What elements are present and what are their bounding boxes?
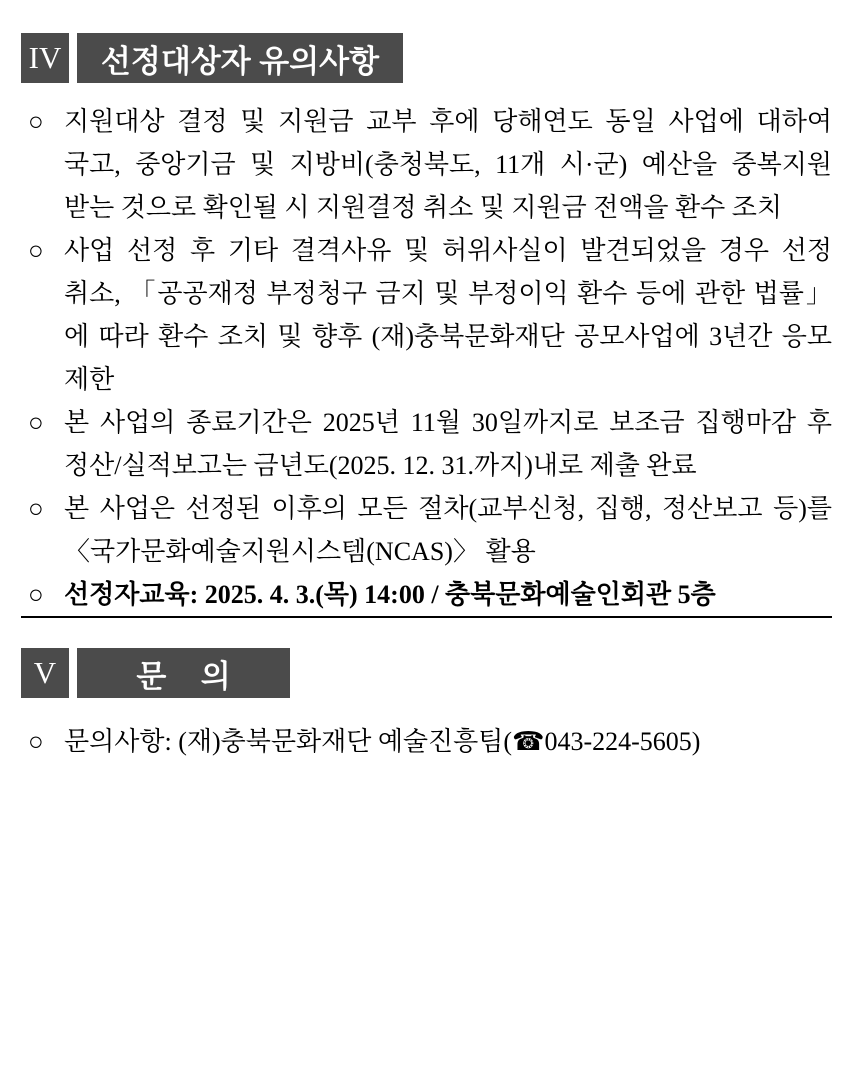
notice-list: [21, 100, 832, 618]
contact-line: [21, 720, 832, 764]
section-iv-header: [21, 33, 832, 83]
notice-item-text: 지원대상 결정 및 지원금 교부 후에 당해연도 동일 사업에 대하여 국고, 중앙기금 및 지방비(충청북도, 11개 시·군) 예산을 중복지원 받는 것으로 확인될 시 지원결정 취소 및 지원금 전액을 환수 조치: [64, 107, 832, 222]
circle-bullet-icon: ○: [28, 236, 44, 265]
section-iv-title: 선정대상자 유의사항: [77, 33, 403, 83]
section-v-title: 문 의: [77, 648, 290, 698]
notice-item-text: 본 사업의 종료기간은 2025년 11월 30일까지로 보조금 집행마감 후 정산/실적보고는 금년도(2025. 12. 31.까지)내로 제출 완료: [64, 408, 832, 480]
contact-text: [64, 720, 832, 764]
circle-bullet-icon: ○: [28, 408, 44, 437]
contact-text-suffix: ): [691, 727, 701, 756]
training-notice-text: 선정자교육: 2025. 4. 3.(목) 14:00 / 충북문화예술인회관 5층: [64, 580, 716, 609]
circle-bullet-icon: ○: [28, 727, 44, 756]
training-notice-item: [21, 573, 832, 618]
notice-item-text: 본 사업은 선정된 이후의 모든 절차(교부신청, 집행, 정산보고 등)를 〈국가문화예술지원시스템(NCAS)〉 활용: [64, 494, 832, 566]
section-iv-numeral: IV: [21, 33, 69, 83]
section-v-header: [21, 648, 832, 698]
notice-item: [21, 487, 832, 573]
notice-item: [21, 229, 832, 401]
contact-phone-number: 043-224-5605: [544, 727, 692, 756]
telephone-icon: ☎: [512, 727, 545, 757]
circle-bullet-icon: ○: [28, 580, 44, 609]
section-v-numeral: V: [21, 648, 69, 698]
circle-bullet-icon: ○: [28, 107, 44, 136]
notice-item-text: 사업 선정 후 기타 결격사유 및 허위사실이 발견되었을 경우 선정 취소, 「공공재정 부정청구 금지 및 부정이익 환수 등에 관한 법률」에 따라 환수 조치 및 향후 (재)충북문화재단 공모사업에 3년간 응모 제한: [64, 236, 832, 394]
notice-item: [21, 100, 832, 229]
circle-bullet-icon: ○: [28, 494, 44, 523]
contact-text-prefix: 문의사항: (재)충북문화재단 예술진흥팀(: [64, 727, 513, 756]
notice-item: [21, 401, 832, 487]
